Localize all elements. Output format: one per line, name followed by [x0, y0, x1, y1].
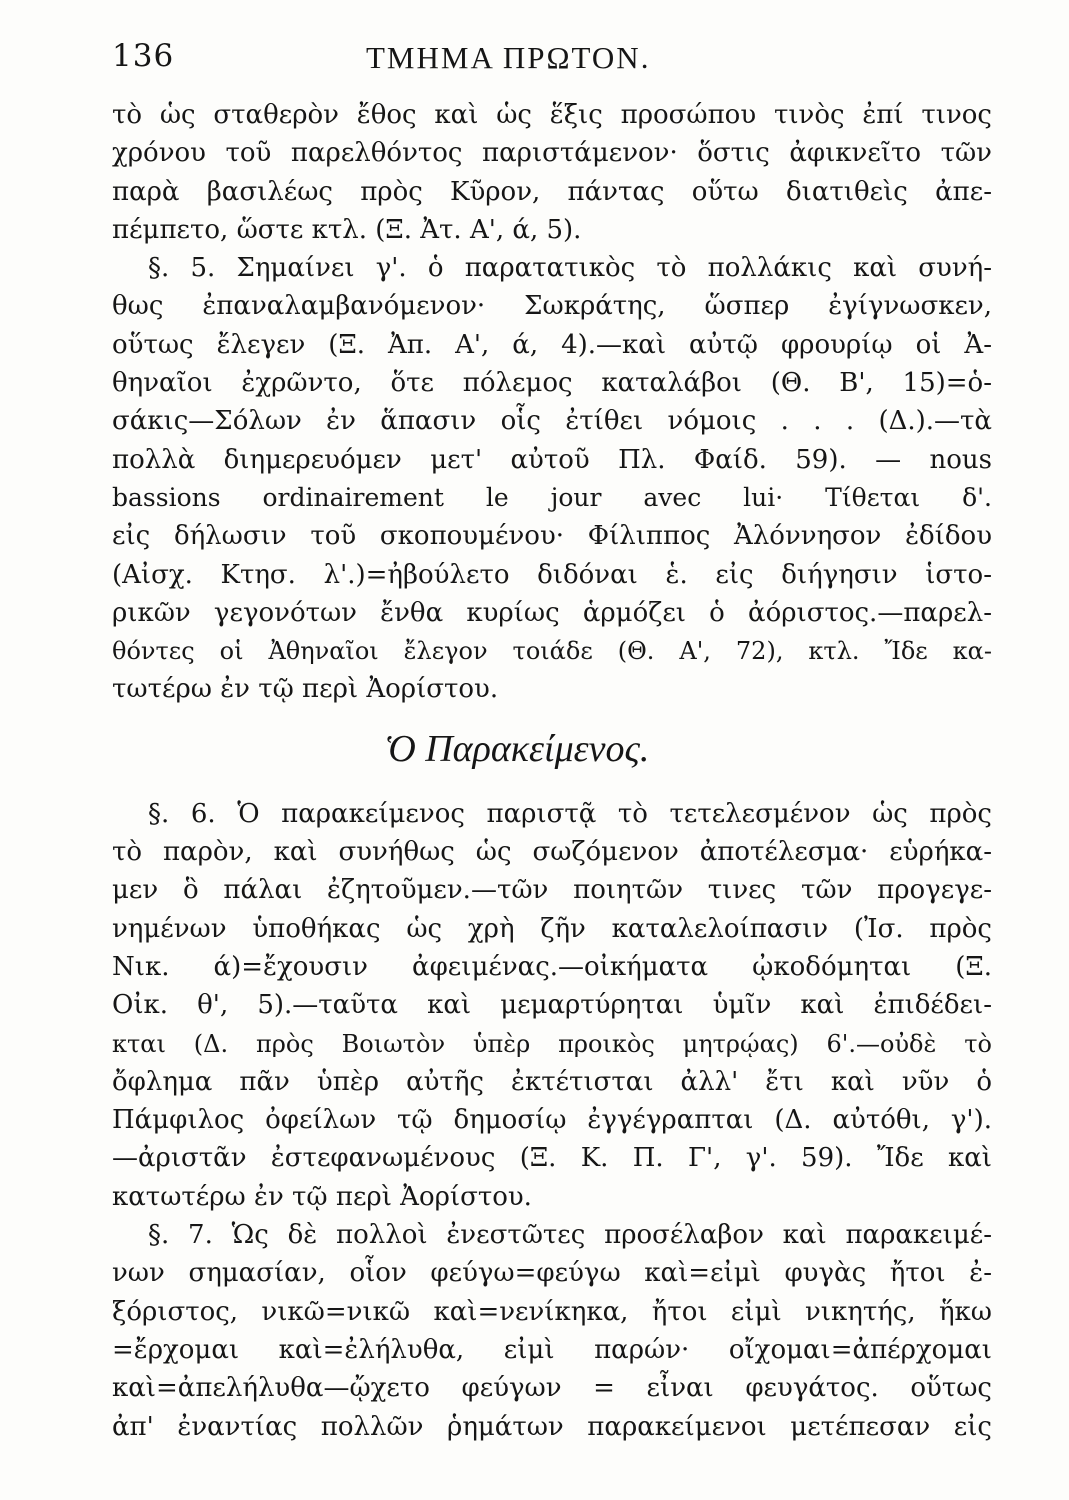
text-line: θηναῖοι ἐχρῶντο, ὅτε πόλεμος καταλάβοι (Θ. Β', 15)=ὁ- — [112, 368, 992, 399]
text-line: θόντες οἱ Ἀθηναῖοι ἔλεγον τοιάδε (Θ. Α', 72), κτλ. Ἴδε κα- — [112, 637, 992, 666]
text-line: μεν ὃ πάλαι ἐζητοῦμεν.—τῶν ποιητῶν τινες τῶν προγεγε- — [112, 875, 992, 906]
text-line: ὄφλημα πᾶν ὑπὲρ αὐτῆς ἐκτέτισται ἀλλ' ἔτι καὶ νῦν ὁ — [112, 1066, 992, 1097]
text-line: κται (Δ. πρὸς Βοιωτὸν ὑπὲρ προικὸς μητρῴας) 6'.—οὐδὲ τὸ — [112, 1029, 992, 1058]
paragraph-5-start: §. 5. Σημαίνει γ'. ὁ παρατατικὸς τὸ πολλάκις καὶ συνή- — [148, 253, 992, 284]
text-line: πέμπετο, ὥστε κτλ. (Ξ. Ἀτ. Α', ά, 5). — [112, 214, 582, 245]
text-line: εἰς δήλωσιν τοῦ σκοπουμένου· Φίλιππος Ἀλόννησον ἐδίδου — [112, 521, 992, 552]
text-line: παρὰ βασιλέως πρὸς Κῦρον, πάντας οὕτω διατιθεὶς ἀπε- — [112, 176, 992, 207]
text-line: πολλὰ διημερευόμεν μετ' αὐτοῦ Πλ. Φαίδ. 59). — nous — [112, 444, 992, 475]
text-line: τὸ παρὸν, καὶ συνήθως ὡς σωζόμενον ἀποτέλεσμα· εὑρήκα- — [112, 837, 992, 868]
text-line: Πάμφιλος ὀφείλων τῷ δημοσίῳ ἐγγέγραπται (Δ. αὐτόθι, γ'). — [112, 1105, 992, 1136]
section-heading: Ὁ Παρακείμενος. — [384, 727, 650, 770]
text-line: τὸ ὡς σταθερὸν ἔθος καὶ ὡς ἕξις προσώπου τινὸς ἐπί τινος — [112, 100, 992, 130]
text-line: θως ἐπαναλαμβανόμενον· Σωκράτης, ὥσπερ ἐγίγνωσκεν, — [112, 291, 992, 322]
text-line: =ἔρχομαι καὶ=ἐλήλυθα, εἰμὶ παρών· οἴχομαι=ἀπέρχομαι — [112, 1334, 992, 1365]
text-line: ξόριστος, νικῶ=νικῶ καὶ=νενίκηκα, ἤτοι εἰμὶ νικητής, ἥκω — [112, 1296, 992, 1327]
text-line: καὶ=ἀπελήλυθα—ᾤχετο φεύγων = εἶναι φευγάτος. οὕτως — [112, 1373, 992, 1404]
text-line: ρικῶν γεγονότων ἔνθα κυρίως ἁρμόζει ὁ ἀόριστος.—παρελ- — [112, 597, 992, 628]
page-number: 136 — [112, 38, 175, 74]
text-line: —ἀριστᾶν ἐστεφανωμένους (Ξ. Κ. Π. Γ', γ'. 59). Ἴδε καὶ — [112, 1143, 992, 1174]
text-line: (Αἰσχ. Κτησ. λ'.)=ἠβούλετο διδόναι ἑ. εἰς διήγησιν ἱστο- — [112, 559, 992, 590]
text-line: νων σημασίαν, οἷον φεύγω=φεύγω καὶ=εἰμὶ φυγὰς ἤτοι ἐ- — [112, 1258, 992, 1289]
text-line: οὕτως ἔλεγεν (Ξ. Ἀπ. Α', ά, 4).—καὶ αὐτῷ φρουρίῳ οἱ Ἀ- — [112, 329, 992, 360]
text-line: κατωτέρω ἐν τῷ περὶ Ἀορίστου. — [112, 1181, 532, 1212]
paragraph-6-start: §. 6. Ὁ παρακείμενος παριστᾷ τὸ τετελεσμένον ὡς πρὸς — [148, 798, 992, 829]
text-line: Οἰκ. θ', 5).—ταῦτα καὶ μεμαρτύρηται ὑμῖν καὶ ἐπιδέδει- — [112, 990, 992, 1021]
french-text-line: bassions ordinairement le jour avec lui· Τίθεται δ'. — [112, 482, 992, 512]
running-title: ΤΜΗΜΑ ΠΡΩΤΟΝ. — [366, 40, 651, 75]
text-line: τωτέρω ἐν τῷ περὶ Ἀορίστου. — [112, 674, 499, 705]
text-line: νημένων ὑποθήκας ὡς χρὴ ζῆν καταλελοίπασιν (Ἰσ. πρὸς — [112, 913, 992, 944]
text-line: ἀπ' ἐναντίας πολλῶν ῥημάτων παρακείμενοι μετέπεσαν εἰς — [112, 1411, 992, 1442]
body-text — [112, 96, 992, 1446]
text-line: χρόνου τοῦ παρελθόντος παριστάμενον· ὅστις ἀφικνεῖτο τῶν — [112, 138, 992, 169]
text-line: Νικ. ά)=ἔχουσιν ἀφειμένας.—οἰκήματα ᾠκοδόμηται (Ξ. — [112, 951, 992, 982]
text-line: σάκις—Σόλων ἐν ἅπασιν οἷς ἐτίθει νόμοις . . . (Δ.).—τὰ — [112, 406, 992, 437]
paragraph-7-start: §. 7. Ὡς δὲ πολλοὶ ἐνεστῶτες προσέλαβον καὶ παρακειμέ- — [148, 1220, 992, 1251]
running-head — [112, 38, 992, 82]
